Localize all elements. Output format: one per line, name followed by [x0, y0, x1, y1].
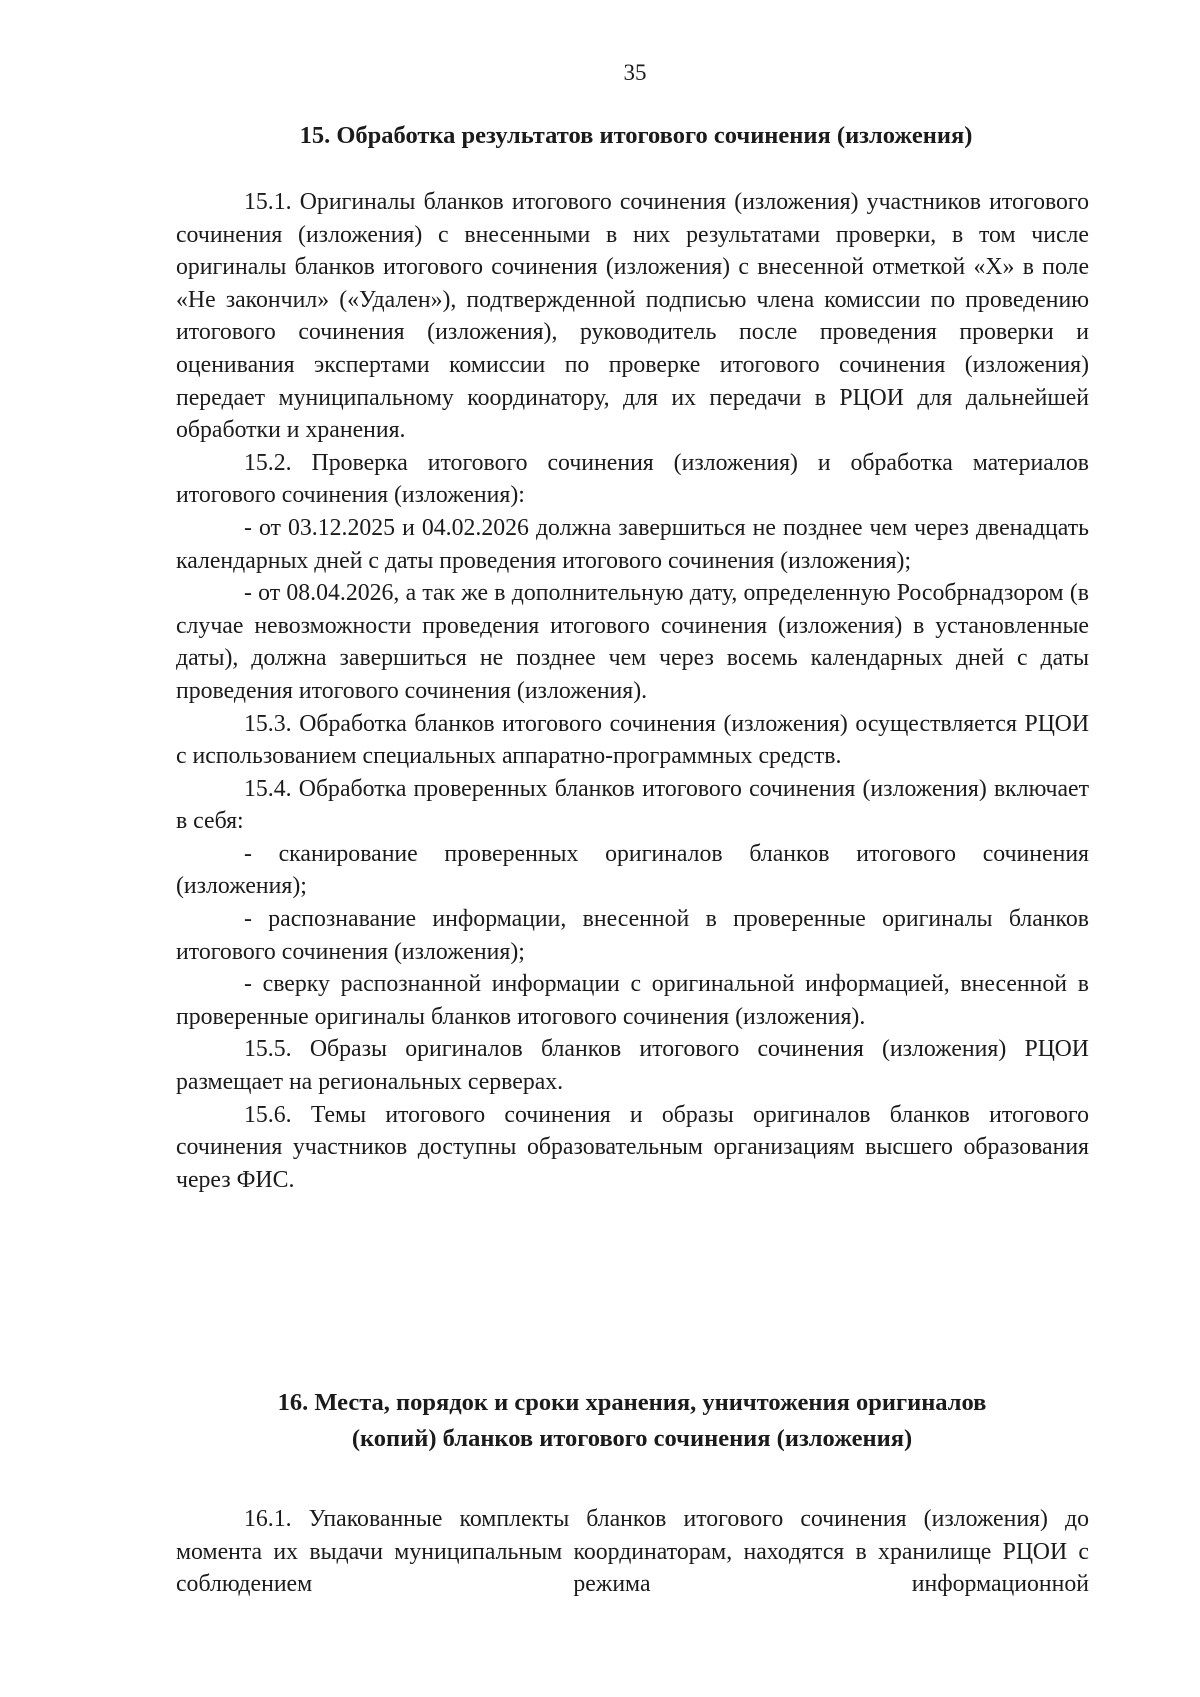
list-item-15-2-a: - от 03.12.2025 и 04.02.2026 должна завершиться не позднее чем через двенадцать календарных дней с даты проведения итогового сочинения (изложения); [176, 514, 1089, 574]
paragraph-15-1: 15.1. Оригиналы бланков итогового сочинения (изложения) участников итогового сочинения (изложения) с внесенными в них результатами проверки, в том числе оригиналы бланков итогового сочинения (изложения) с внесенной отметкой «X» в поле «Не закончил» («Удален»), подтвержденной подписью члена комиссии по проведению итогового сочинения (изложения), руководитель после проведения проверки и оценивания экспертами комиссии по проверке итогового сочинения (изложения) передает муниципальному координатору, для их передачи в РЦОИ для дальнейшей обработки и хранения. [176, 189, 1089, 444]
paragraph-15-5: 15.5. Образы оригиналов бланков итогового сочинения (изложения) РЦОИ размещает на региональных серверах. [176, 1036, 1089, 1096]
paragraph-15-2: 15.2. Проверка итогового сочинения (изложения) и обработка материалов итогового сочинения (изложения): [176, 449, 1089, 509]
paragraph-16-1: 16.1. Упакованные комплекты бланков итогового сочинения (изложения) до момента их выдачи муниципальным координаторам, находятся в хранилище РЦОИ с соблюдением режима информационной [176, 1506, 1089, 1598]
section-16-body [176, 1503, 1089, 1601]
section-16-heading-line-2: (копий) бланков итогового сочинения (изложения) [351, 1425, 913, 1452]
list-item-15-4-a: - сканирование проверенных оригиналов бланков итогового сочинения (изложения); [176, 840, 1089, 900]
paragraph-15-3: 15.3. Обработка бланков итогового сочинения (изложения) осуществляется РЦОИ с использованием специальных аппаратно-программных средств. [176, 710, 1089, 770]
section-16-heading [166, 1385, 1098, 1457]
section-15-heading: 15. Обработка результатов итогового сочинения (изложения) [299, 122, 973, 149]
paragraph-15-4: 15.4. Обработка проверенных бланков итогового сочинения (изложения) включает в себя: [176, 775, 1089, 835]
list-item-15-4-c: - сверку распознанной информации с оригинальной информацией, внесенной в проверенные оригиналы бланков итогового сочинения (изложения). [176, 971, 1089, 1030]
list-item-15-4-b: - распознавание информации, внесенной в проверенные оригиналы бланков итогового сочинения (изложения); [176, 906, 1089, 965]
page-number: 35 [623, 60, 647, 85]
section-16-heading-line-1: 16. Места, порядок и сроки хранения, уничтожения оригиналов [277, 1389, 987, 1416]
section-15-body [176, 186, 1089, 1196]
list-item-15-2-b: - от 08.04.2026, а так же в дополнительную дату, определенную Рособрнадзором (в случае невозможности проведения итогового сочинения (изложения) в установленные даты), должна завершиться не позднее чем через восемь календарных дней с даты проведения итогового сочинения (изложения). [176, 580, 1089, 704]
paragraph-15-6: 15.6. Темы итогового сочинения и образы оригиналов бланков итогового сочинения участников доступны образовательным организациям высшего образования через ФИС. [176, 1101, 1089, 1193]
